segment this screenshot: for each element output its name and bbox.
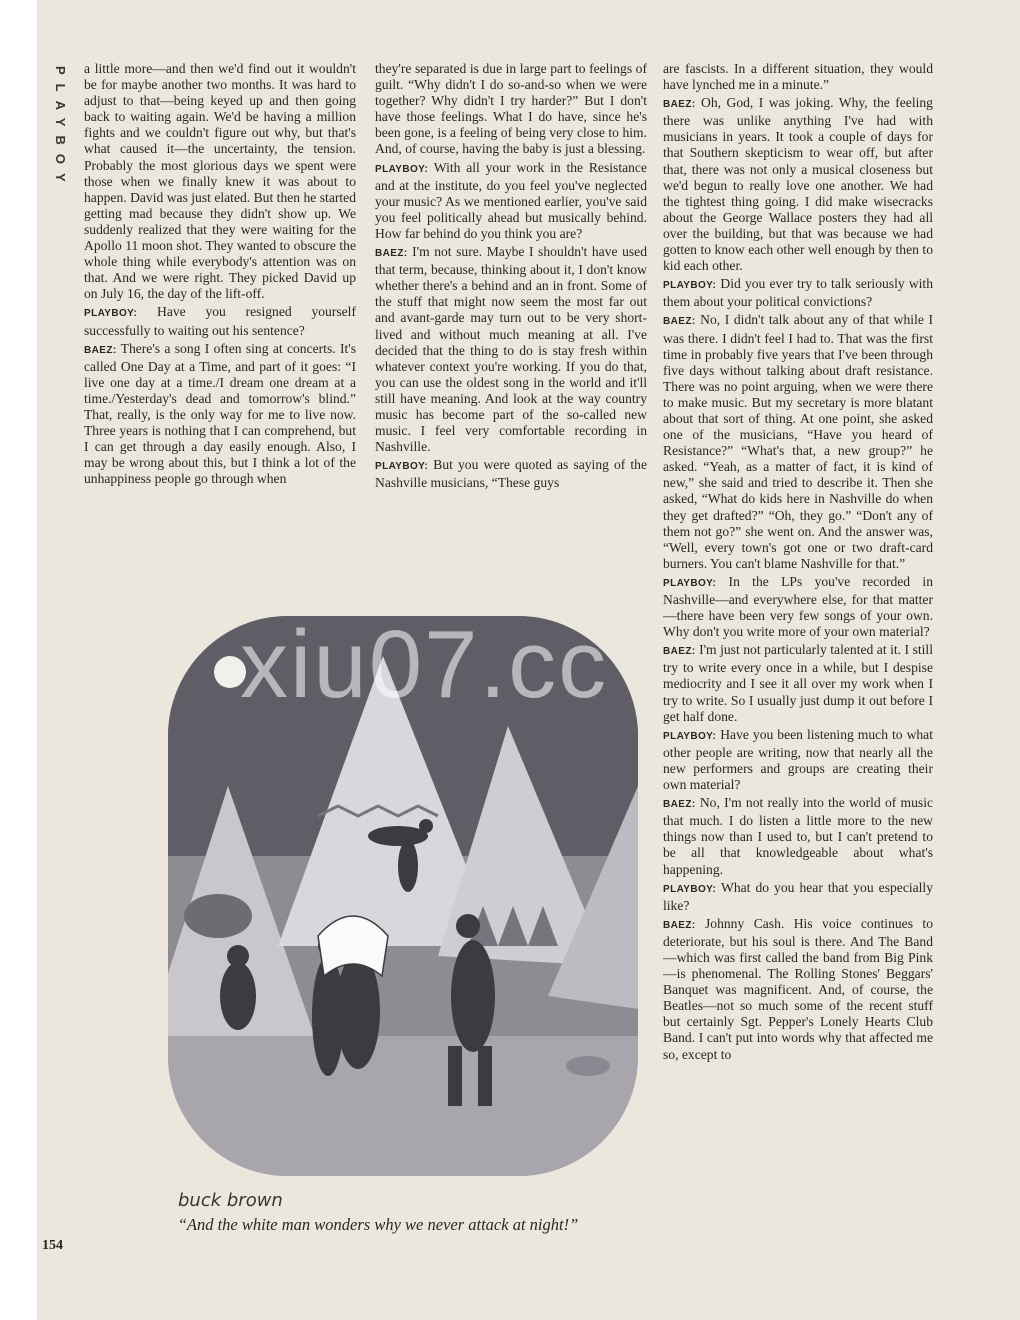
- speaker-label: PLAYBOY:: [663, 730, 717, 742]
- speaker-label: PLAYBOY:: [84, 308, 138, 320]
- watermark: xiu07.cc: [240, 611, 609, 718]
- text-column-3: [663, 61, 933, 1261]
- paragraph-text: What do you hear that you especially like?: [663, 879, 933, 913]
- page-number: 154: [42, 1238, 63, 1253]
- paragraph: [84, 304, 356, 338]
- paragraph-text: Did you ever try to talk seriously with them about your political convictions?: [663, 276, 933, 310]
- paragraph-text: Johnny Cash. His voice continues to deteriorate, but his soul is there. And The Band—which was first called the band from Big Pink—is phenomenal. The Rolling Stones' Beggars' Banquet was magnificent. And, of course, the Beatles—not so much some of the recent stuff but certainly Sgt. Pepper's Lonely Hearts Club Band. I can't put into words why that affected me so, except to: [663, 915, 933, 1062]
- text-column-2: [375, 61, 647, 573]
- paragraph-text: Oh, God, I was joking. Why, the feeling there was unlike anything I've had with musicians in years. It took a couple of days for that Southern skepticism to wear off, but after that, there was not only a musical closeness but we'd begun to really love one another. We had the tightest thing going. I did make wisecracks about the George Wallace posters they had all over the building, but that was because we had gotten to know each other well enough by then to kid each other.: [663, 95, 933, 274]
- speaker-label: BAEZ:: [663, 646, 696, 658]
- paragraph-text: I'm just not particularly talented at it. I still try to write every once in a while, but I despise mediocrity and I see it all over my work when I try to write. So I usually just dump it out before I get half done.: [663, 642, 933, 724]
- paragraph-text: are fascists. In a different situation, they would have lynched me in a minute.”: [663, 61, 933, 93]
- paragraph-text: There's a song I often sing at concerts. It's called One Day at a Time, and part of it goes: “I live one day at a time./I dream one dream at a time./Yesterday's dead and tomorrow's blind.” That, really, is the only way for me to live now. Three years is nothing that I can comprehend, but I can get through a day easily enough. Also, I may be wrong about this, but I think a lot of the unhappiness people go through when: [84, 340, 356, 487]
- paragraph: [663, 95, 933, 274]
- paragraph-text: I'm not sure. Maybe I shouldn't have used that term, because, thinking about it, I don't know whether there's a behind and an in front. Some of the stuff that might now seem the most far out and avant-garde may turn out to be very short-lived and without much meaning at all. I've decided that the thing to do is stay fresh within whatever context you're working. If you do that, you can use the oldest song in the world and it'll still have meaning. And look at the way country music has become part of the so-called new music. I feel very comfortable recording in Nashville.: [375, 244, 647, 455]
- paragraph-text: But you were quoted as saying of the Nashville musicians, “These guys: [375, 457, 647, 491]
- paragraph: [84, 61, 356, 302]
- paragraph-text: With all your work in the Resistance and at the institute, do you feel you've neglected your music? As we mentioned earlier, you've said you feel politically ahead but musically behind. How far behind do you think you are?: [375, 159, 647, 241]
- speaker-label: PLAYBOY:: [375, 163, 429, 175]
- speaker-label: BAEZ:: [663, 799, 696, 811]
- speaker-label: BAEZ:: [663, 316, 696, 328]
- paragraph-text: No, I'm not really into the world of music that much. I do listen a little more to the new things now than I used to, but I can't pretend to be all that knowledgeable about what's happening.: [663, 795, 933, 877]
- paragraph: [375, 160, 647, 242]
- speaker-label: BAEZ:: [663, 99, 696, 111]
- bowl-icon: [566, 1056, 610, 1076]
- paragraph-text: Have you been listening much to what other people are writing, now that nearly all the new performers and groups are creating their own material?: [663, 726, 933, 793]
- paragraph-text: In the LPs you've recorded in Nashville—and everywhere else, for that matter—there have been very few songs of your own. Why don't you write more of your own material?: [663, 573, 933, 640]
- paragraph: [375, 61, 647, 158]
- speaker-label: PLAYBOY:: [663, 577, 717, 589]
- paragraph-text: No, I didn't talk about any of that while I was there. I didn't feel I had to. That was the first time in probably five years that I've been through five days without talking about draft resistance. There was no point arguing, when we were there to make music. But my secretary is more blatant about that sort of thing. At one point, she asked one of the musicians, “Have you heard of Resistance?” “What's that, a new group?” he asked. “Yeah, as a matter of fact, it is kind of new,” she said and tried to describe it. Then she asked, “What do kids here in Nashville do when they get drafted?” “Oh, they go.” “Don't any of them not go?” she went on. And the answer was, “Well, every town's got one or two draft-card burners. You can't blame Nashville for that.”: [663, 312, 933, 571]
- paragraph: [375, 457, 647, 491]
- paragraph: [663, 312, 933, 572]
- paragraph: [663, 276, 933, 310]
- speaker-label: PLAYBOY:: [375, 461, 429, 473]
- paragraph-text: a little more—and then we'd find out it wouldn't be for maybe another two months. It was hard to adjust to that—being keyed up and then going back to waiting again. We'd be having a million fights and we couldn't figure out why, but that's what caused it—the uncertainty, the tension. Probably the most glorious days we spent were those when we finally knew it was about to happen. David was just elated. But then he started getting mad because they didn't show up. We suddenly realized that they were waiting for the Apollo 11 moon shot. They wanted to obscure the whole thing while everybody's attention was on that. And we were right. They picked David up on July 16, the day of the lift-off.: [84, 61, 356, 302]
- speaker-label: PLAYBOY:: [663, 280, 717, 292]
- paragraph-text: they're separated is due in large part to feelings of guilt. “Why didn't I do so-and-so when we were together? Why didn't I try harder?” But I don't have those feelings. What I do have, since he's been gone, is a feeling of being very close to him. And, of course, having the baby is just a blessing.: [375, 61, 647, 157]
- paragraph: [663, 795, 933, 877]
- speaker-label: BAEZ:: [375, 248, 408, 260]
- speaker-label: BAEZ:: [663, 919, 696, 931]
- artist-signature: buck brown: [178, 1190, 283, 1211]
- buffalo-icon: [184, 894, 252, 938]
- paragraph: [663, 61, 933, 93]
- paragraph: [663, 727, 933, 793]
- text-column-1: [84, 61, 356, 573]
- paragraph: [663, 916, 933, 1063]
- speaker-label: BAEZ:: [84, 344, 117, 356]
- paragraph: [84, 341, 356, 488]
- paragraph-text: Have you resigned yourself successfully to waiting out his sentence?: [84, 304, 356, 338]
- paragraph: [663, 880, 933, 914]
- paragraph: [375, 244, 647, 455]
- cartoon-caption: “And the white man wonders why we never attack at night!”: [177, 1215, 579, 1234]
- speaker-label: PLAYBOY:: [663, 883, 717, 895]
- paragraph: [663, 642, 933, 724]
- running-head: PLAYBOY: [53, 66, 68, 191]
- paragraph: [663, 574, 933, 640]
